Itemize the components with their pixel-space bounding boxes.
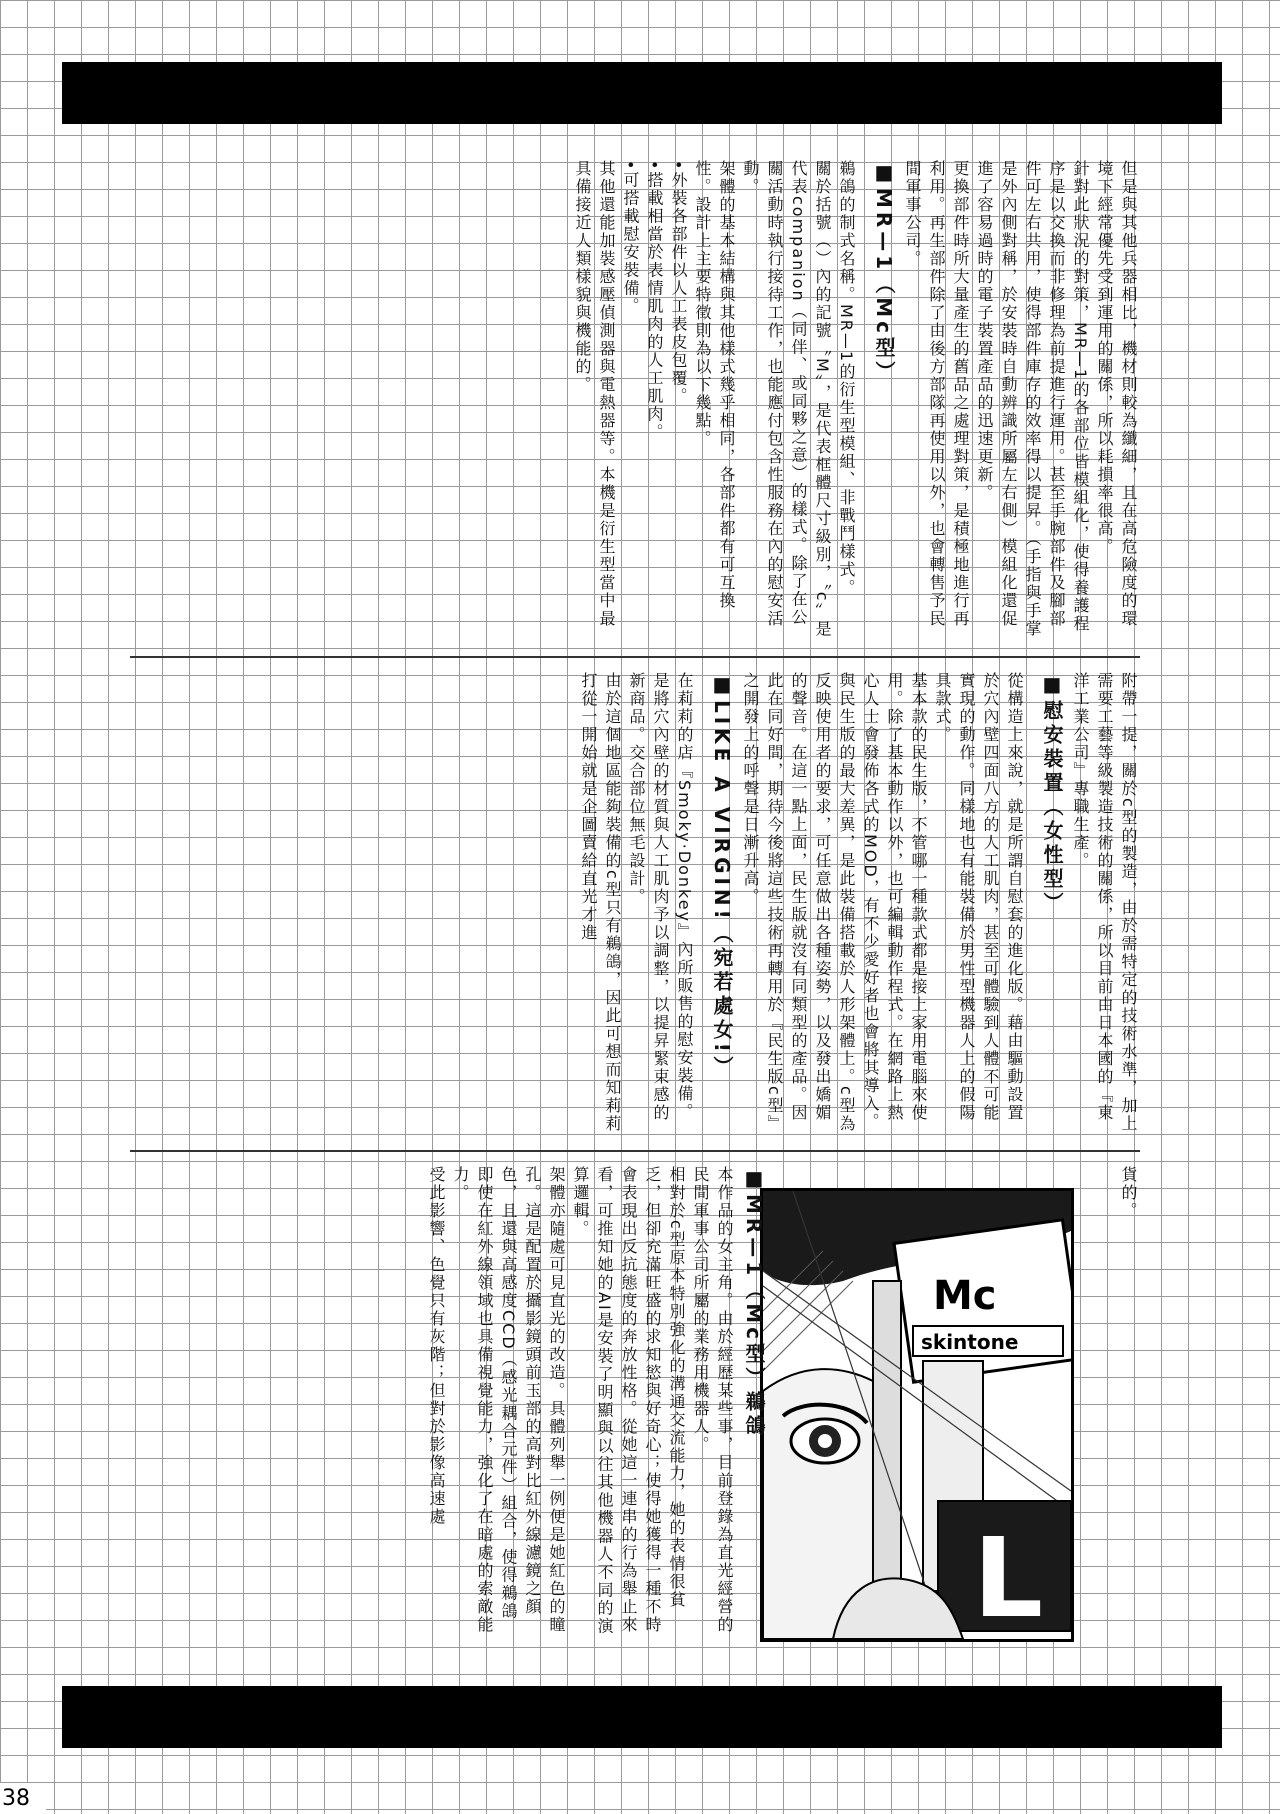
header-bar	[62, 62, 1222, 124]
article-section-1	[130, 160, 1140, 640]
bullet-item: •搭載相當於表情肌肉的人工肌肉。	[645, 160, 664, 442]
paragraph: 在莉莉的店『Smoky·Donkey』內所販售的慰安裝備。是將穴內壁的材質與人工肌肉予以調整，以提昇緊束感的新商品。交合部位無毛設計。	[627, 672, 694, 1122]
paragraph: 貨的。	[1119, 1166, 1138, 1220]
paragraph: 本作品的女主角。由於經歷某些事，目前登錄為直光經營的民間軍事公司所屬的業務用機器人。	[691, 1166, 734, 1634]
character-illustration	[760, 1188, 1074, 1642]
paragraph: 受此影響、色覺只有灰階；但對於影像高速處	[427, 1166, 446, 1526]
article-section-3-carryover	[1100, 1166, 1140, 1636]
section-heading-mr1-mc: ■MR—1（Mc型）	[872, 160, 896, 385]
paragraph: 其他還能加裝感壓偵測器與電熱器等。本機是衍生型當中最具備接近人類樣貌與機能的。	[573, 160, 616, 628]
paragraph: 與民生版的最大差異，是此裝備搭載於人形架體上。c型為反映使用者的要求，可任意做出各種姿勢，以及發出嬌媚的聲音。在這一點上面，民生版就沒有同類型的產品。因此在同好間，期待今後將這些技術再轉用於『民生版c型』之開發上的呼聲是日漸升高。	[741, 672, 856, 1133]
tag-skintone-label: skintone	[921, 1330, 1019, 1354]
paragraph: 附帶一提，關於c型的製造，由於需特定的技術水準，加上需要工藝等級製造技術的關係，所以目前由日本國的『東洋工業公司』專職生產。	[1071, 672, 1138, 1133]
page-number: 38	[0, 1783, 46, 1814]
footer-bar	[62, 1686, 1222, 1748]
section-heading-like-a-virgin: ■LIKE A VIRGIN!（宛若處女!）	[710, 672, 734, 1080]
bullet-item: •外裝各部件以人工表皮包覆。	[669, 160, 688, 406]
section-divider	[130, 656, 1140, 658]
paragraph: 關於括號（）內的記號〝M〞，是代表框體尺寸級別，〝c〞是代表companion（同伴、或同夥之意）的樣式。除了在公關活動時執行接待工作，也能應付包含性服務在內的慰安活動。	[741, 160, 832, 639]
tag-l-label: L	[973, 1514, 1044, 1639]
bullet-item: •可搭載慰安裝備。	[621, 160, 640, 316]
paragraph: 架體亦隨處可見直光的改造。具體列舉一例便是她紅色的瞳孔。這是配置於攝影鏡頭前玉部的高對比紅外線濾鏡之顏色，且還與高感度CCD（感光耦合元件）組合，使得鵜鴿即使在紅外線領域也具備視覺能力，強化了在暗處的索敵能力。	[451, 1166, 566, 1634]
section-divider	[130, 1150, 1140, 1152]
paragraph: 相對於c型原本特別強化的溝通交流能力，她的表情很貧乏，但卻充滿旺盛的求知慾與好奇心；使得她獲得一種不時會表現出反抗態度的奔放性格。從她這一連串的行為舉止來看，可推知她的AI是安裝了明顯與以往其他機器人不同的演算邏輯。	[571, 1166, 686, 1636]
paragraph: 架體的基本結構與其他樣式幾乎相同，各部件都有可互換性。設計上主要特徵則為以下幾點。	[693, 160, 736, 610]
paragraph: 由於這個地區能夠裝備的c型只有鵜鴿，因此可想而知莉莉打從一開始就是企圖賣給直光才進	[579, 672, 622, 1133]
article-section-3	[130, 1166, 770, 1636]
paragraph: 從構造上來說，就是所謂自慰套的進化版。藉由驅動設置於穴內壁四面八方的人工肌肉，甚至可體驗到人體不可能實現的動作。同樣地也有能裝備於男性型機器人上的假陽具款式。	[933, 672, 1024, 1122]
section-heading-comfort-device: ■慰安裝置（女性型）	[1040, 672, 1064, 916]
paragraph: 基本款的民生版，不管哪一種款式都是接上家用電腦來使用。除了基本動作以外，也可編輯動作程式。在網路上熱心人士會發佈各式的MOD，有不少愛好者也會將其導入。	[861, 672, 928, 1131]
paragraph: 鵜鴿的制式名稱。MR—1的衍生型模組、非戰鬥樣式。	[837, 160, 856, 598]
paragraph: 更換部件時所大量產生的舊品之處理對策，是積極地進行再利用。再生部件除了由後方部隊再使用以外，也會轉售予民間軍事公司。	[903, 160, 970, 628]
paragraph: 但是與其他兵器相比，機材則較為纖細，且在高危險度的環境下經常優先受到運用的關係，所以耗損率很高。	[1095, 160, 1138, 628]
paragraph: 針對此狀況的對策，MR—1的各部位皆模組化，使得養護程序是以交換而非修理為前提進行運用。甚至手腕部件及腳部件可左右共用，使得部件庫存的效率得以提昇。（手指與手掌是外內側對稱，於安裝時自動辨識所屬左右側）模組化還促進了容易過時的電子裝置產品的迅速更新。	[975, 160, 1090, 638]
tag-mc-label: Mc	[933, 1273, 997, 1319]
section-heading-ukai: ■MR—1（Mc型）鵜鴿	[742, 1166, 766, 1439]
article-section-2	[320, 672, 1140, 1136]
